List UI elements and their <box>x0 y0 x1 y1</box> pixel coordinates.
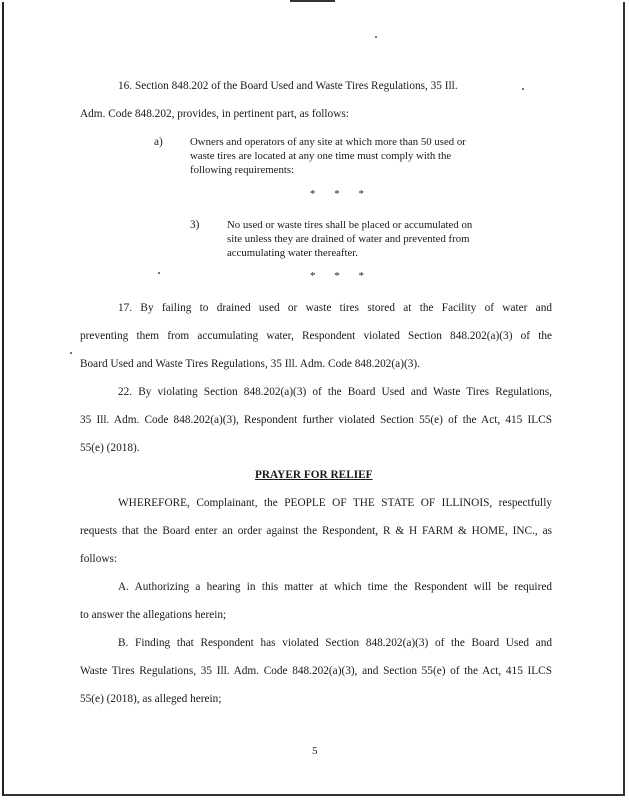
page-number: 5 <box>312 745 318 757</box>
para-17-line-2: preventing them from accumulating water, Respondent violated Section 848.202(a)(3) of the <box>80 330 552 342</box>
prayer-heading: PRAYER FOR RELIEF <box>255 469 373 481</box>
quote-a-line-3: following requirements: <box>190 164 295 176</box>
item-b-line-3: 55(e) (2018), as alleged herein; <box>80 693 222 705</box>
quote-3-line-3: accumulating water thereafter. <box>227 247 358 259</box>
quote-a-line-1: Owners and operators of any site at which more than 50 used or <box>190 136 466 148</box>
para-17-line-1: 17. By failing to drained used or waste tires stored at the Facility of water and <box>118 302 552 314</box>
para-16-line-2: Adm. Code 848.202, provides, in pertinent part, as follows: <box>80 108 349 120</box>
scan-speck <box>158 272 160 274</box>
wherefore-line-3: follows: <box>80 553 118 565</box>
quote-3-marker: 3) <box>190 219 200 231</box>
wherefore-line-1: WHEREFORE, Complainant, the PEOPLE OF THE STATE OF ILLINOIS, respectfully <box>118 497 552 509</box>
quote-3-line-1: No used or waste tires shall be placed or accumulated on <box>227 219 473 231</box>
para-16-line-1: 16. Section 848.202 of the Board Used and Waste Tires Regulations, 35 Ill. <box>118 80 458 92</box>
quote-3-line-2: site unless they are drained of water and prevented from <box>227 233 470 245</box>
item-b-line-2: Waste Tires Regulations, 35 Ill. Adm. Code 848.202(a)(3), and Section 55(e) of the Act, 415 ILCS <box>80 665 552 677</box>
item-b-line-1: B. Finding that Respondent has violated Section 848.202(a)(3) of the Board Used and <box>118 637 552 649</box>
scan-speck <box>522 88 524 90</box>
ellipsis-stars: * * * <box>310 270 372 282</box>
item-a-line-1: A. Authorizing a hearing in this matter at which time the Respondent will be required <box>118 581 552 593</box>
quote-a-marker: a) <box>154 136 163 148</box>
item-a-line-2: to answer the allegations herein; <box>80 609 227 621</box>
para-22-line-3: 55(e) (2018). <box>80 442 140 454</box>
ellipsis-stars: * * * <box>310 188 372 200</box>
quote-a-line-2: waste tires are located at any one time must comply with the <box>190 150 452 162</box>
para-17-line-3: Board Used and Waste Tires Regulations, 35 Ill. Adm. Code 848.202(a)(3). <box>80 358 420 370</box>
scan-speck <box>70 352 72 354</box>
scan-top-mark <box>290 0 335 2</box>
scan-speck <box>375 36 377 38</box>
para-22-line-1: 22. By violating Section 848.202(a)(3) of the Board Used and Waste Tires Regulations, <box>118 386 552 398</box>
para-22-line-2: 35 Ill. Adm. Code 848.202(a)(3), Respondent further violated Section 55(e) of the Act, 415 ILCS <box>80 414 552 426</box>
wherefore-line-2: requests that the Board enter an order against the Respondent, R & H FARM & HOME, INC., as <box>80 525 552 537</box>
